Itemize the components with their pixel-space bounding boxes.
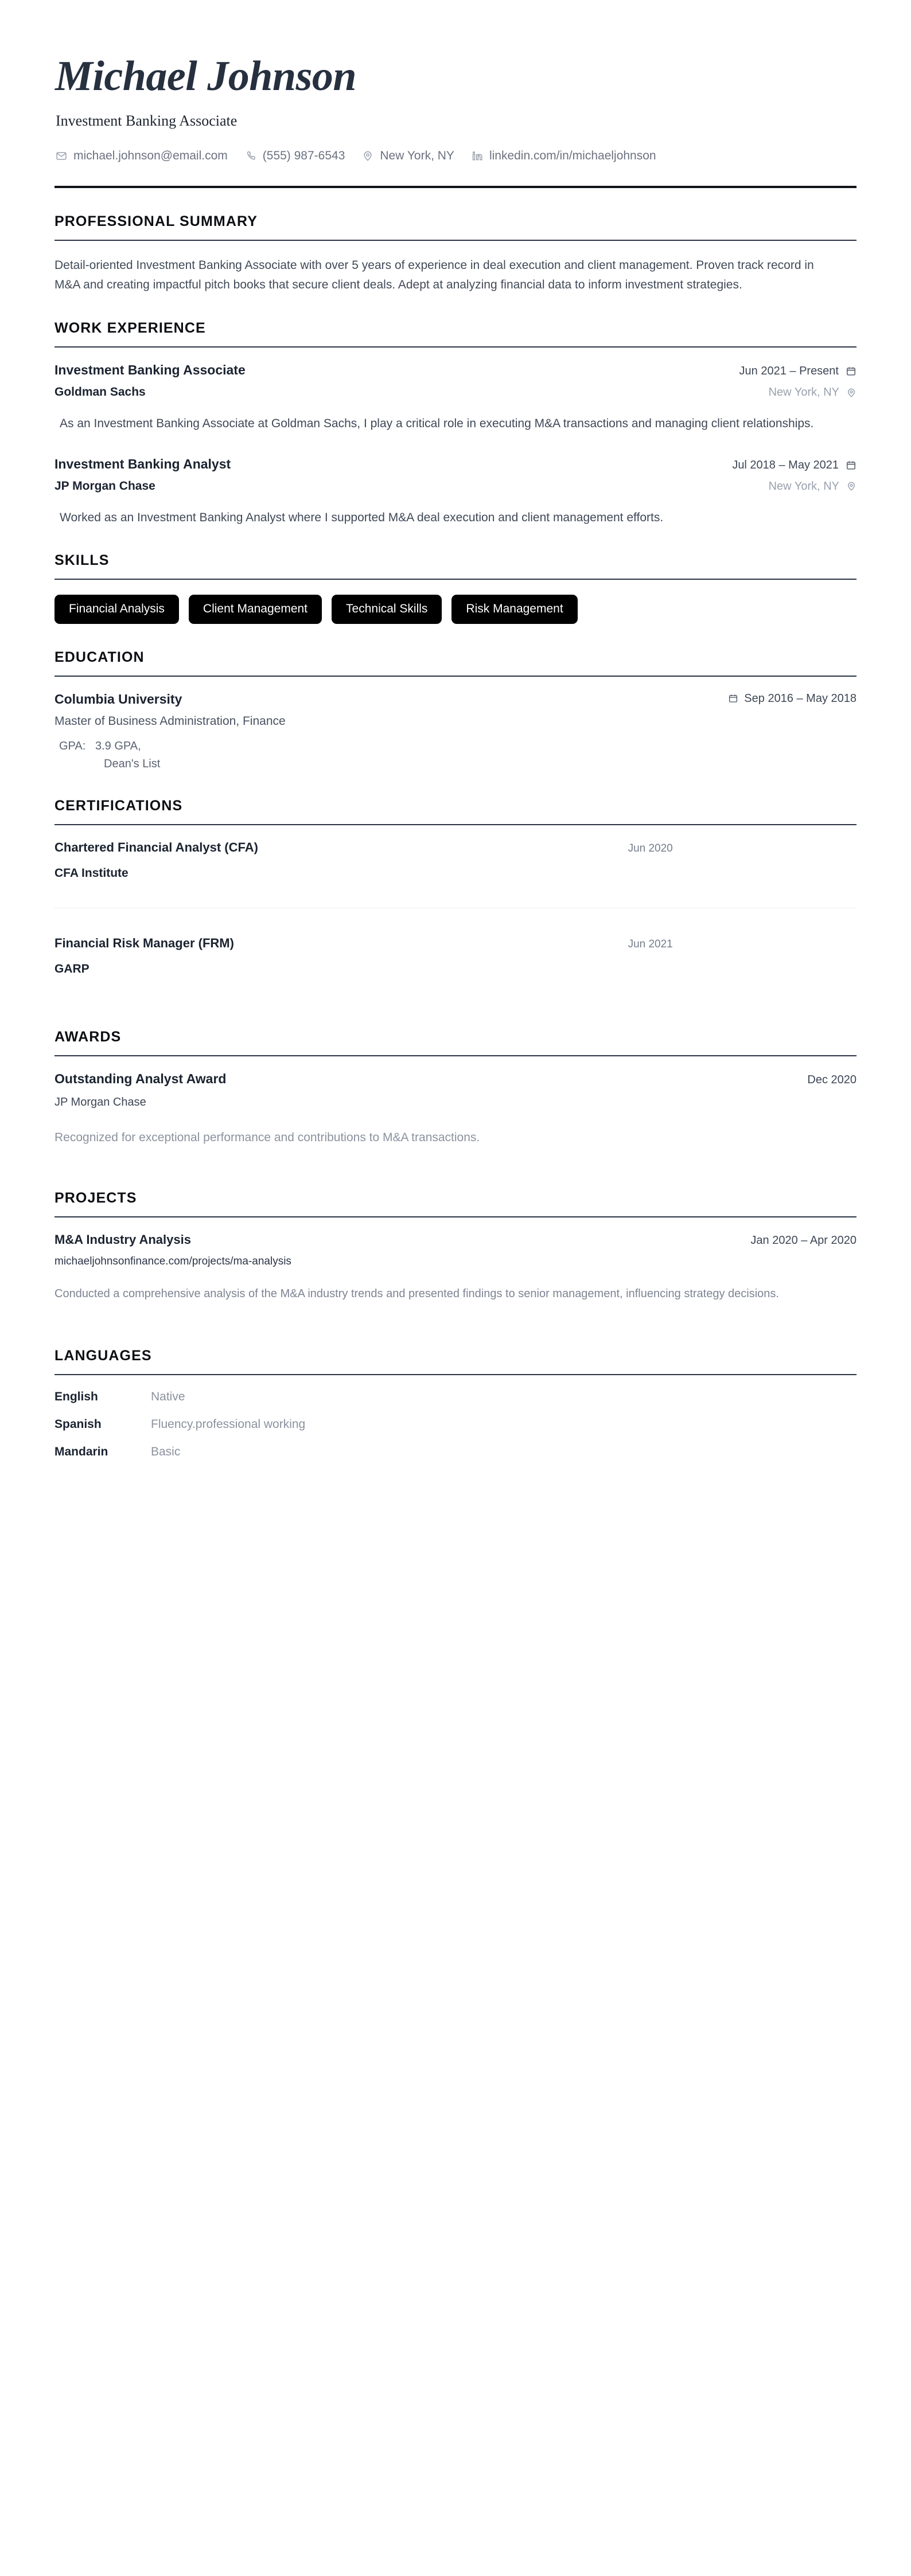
- section-work-experience: [54, 320, 857, 527]
- calendar-icon: [728, 693, 738, 704]
- project-item: [54, 1232, 857, 1303]
- certification-issuer: CFA Institute: [54, 867, 129, 880]
- contact-phone-text: (555) 987-6543: [262, 149, 345, 162]
- contact-phone[interactable]: [245, 149, 345, 163]
- experience-location: [769, 386, 857, 399]
- contact-email-text: michael.johnson@email.com: [73, 149, 228, 162]
- section-title-certifications: CERTIFICATIONS: [54, 798, 183, 814]
- language-name: English: [54, 1390, 98, 1404]
- map-pin-icon: [846, 481, 857, 491]
- language-name: Spanish: [54, 1418, 102, 1431]
- contact-linkedin-text: linkedin.com/in/michaeljohnson: [489, 149, 656, 162]
- award-item: [54, 1071, 857, 1148]
- section-title-languages: LANGUAGES: [54, 1348, 152, 1364]
- contact-location-text: New York, NY: [380, 149, 454, 162]
- calendar-icon: [846, 366, 857, 377]
- linkedin-icon: [472, 150, 483, 162]
- contact-location: [362, 149, 454, 163]
- education-dates: [728, 692, 857, 705]
- experience-role: Investment Banking Associate: [54, 362, 246, 378]
- language-level: Native: [151, 1390, 185, 1404]
- experience-location: [769, 480, 857, 493]
- section-title-experience: WORK EXPERIENCE: [54, 320, 206, 337]
- calendar-icon: [846, 460, 857, 471]
- section-awards: [54, 1029, 857, 1148]
- project-link[interactable]: michaeljohnsonfinance.com/projects/ma-analysis: [54, 1255, 291, 1267]
- experience-location-text: New York, NY: [768, 386, 839, 399]
- experience-dates: [732, 459, 857, 472]
- section-skills: [54, 552, 857, 624]
- project-dates: Jan 2020 – Apr 2020: [750, 1234, 857, 1247]
- education-school: Columbia University: [54, 692, 182, 707]
- envelope-icon: [56, 150, 67, 162]
- education-gpa-label: GPA:: [59, 740, 86, 753]
- section-title-awards: AWARDS: [54, 1029, 122, 1045]
- phone-icon: [245, 150, 256, 162]
- project-description: Conducted a comprehensive analysis of the M&A industry trends and presented findings to senior management, influencing strategy decisions.: [54, 1287, 779, 1300]
- education-item: [54, 692, 857, 772]
- certification-date: Jun 2020: [628, 842, 673, 855]
- experience-item: [54, 456, 857, 528]
- resume-content: [54, 0, 857, 2124]
- page-bottom-whitespace: [54, 1459, 857, 2124]
- section-projects: [54, 1190, 857, 1303]
- contact-linkedin[interactable]: [472, 149, 656, 163]
- award-name: Outstanding Analyst Award: [54, 1071, 227, 1087]
- language-item: [54, 1390, 857, 1404]
- project-name: M&A Industry Analysis: [54, 1232, 191, 1247]
- candidate-name: Michael Johnson: [55, 53, 357, 100]
- education-degree: Master of Business Administration, Finance: [54, 715, 286, 728]
- languages-list: [54, 1375, 857, 1459]
- certification-item: [54, 840, 857, 908]
- summary-text: Detail-oriented Investment Banking Associate with over 5 years of experience in deal execution and client management. Proven track record in M&A and creating impactful pitch books that secure client deals. Adept at analyzing financial data to inform investment strategies.: [54, 259, 814, 292]
- map-pin-icon: [362, 150, 373, 162]
- skill-chip: Client Management: [189, 595, 322, 624]
- resume-header: [54, 55, 857, 188]
- contact-row: [56, 149, 857, 163]
- candidate-headline: Investment Banking Associate: [56, 112, 238, 129]
- section-title-summary: PROFESSIONAL SUMMARY: [54, 213, 258, 229]
- experience-company: Goldman Sachs: [54, 385, 146, 399]
- skill-chip: Risk Management: [451, 595, 577, 624]
- certification-issuer: GARP: [54, 962, 89, 976]
- education-details: [54, 737, 857, 772]
- language-name: Mandarin: [54, 1445, 108, 1459]
- skills-list: [54, 580, 857, 624]
- section-certifications: [54, 798, 857, 1004]
- map-pin-icon: [846, 388, 857, 398]
- experience-location-text: New York, NY: [768, 479, 839, 493]
- skill-chip: Technical Skills: [332, 595, 442, 624]
- education-gpa-value: 3.9 GPA,: [95, 740, 141, 753]
- experience-description: As an Investment Banking Associate at Goldman Sachs, I play a critical role in executing M&A transactions and managing client relationships.: [60, 417, 814, 431]
- experience-company: JP Morgan Chase: [54, 479, 155, 493]
- experience-dates: [739, 365, 857, 378]
- contact-email[interactable]: [56, 149, 228, 163]
- header-divider: [54, 186, 857, 188]
- section-title-projects: PROJECTS: [54, 1189, 137, 1206]
- education-honor: Dean's List: [104, 757, 161, 770]
- language-level: Fluency.professional working: [151, 1418, 306, 1431]
- certification-name: Chartered Financial Analyst (CFA): [54, 840, 258, 855]
- certification-date: Jun 2021: [628, 938, 673, 951]
- award-description: Recognized for exceptional performance and contributions to M&A transactions.: [54, 1131, 480, 1145]
- section-title-education: EDUCATION: [54, 649, 145, 666]
- experience-description: Worked as an Investment Banking Analyst where I supported M&A deal execution and client management efforts.: [60, 510, 664, 524]
- award-issuer: JP Morgan Chase: [54, 1096, 146, 1109]
- certification-item: [54, 936, 857, 1004]
- section-title-skills: SKILLS: [54, 552, 110, 569]
- education-dates-text: Sep 2016 – May 2018: [744, 692, 857, 705]
- language-level: Basic: [151, 1445, 181, 1459]
- language-item: [54, 1418, 857, 1431]
- certification-name: Financial Risk Manager (FRM): [54, 936, 234, 951]
- experience-role: Investment Banking Analyst: [54, 456, 231, 471]
- section-professional-summary: [54, 213, 857, 295]
- award-date: Dec 2020: [807, 1074, 857, 1087]
- experience-dates-text: Jun 2021 – Present: [739, 365, 839, 378]
- section-languages: [54, 1348, 857, 1459]
- experience-dates-text: Jul 2018 – May 2021: [732, 458, 839, 471]
- section-education: [54, 649, 857, 772]
- language-item: [54, 1445, 857, 1459]
- experience-item: [54, 362, 857, 434]
- skill-chip: Financial Analysis: [54, 595, 179, 624]
